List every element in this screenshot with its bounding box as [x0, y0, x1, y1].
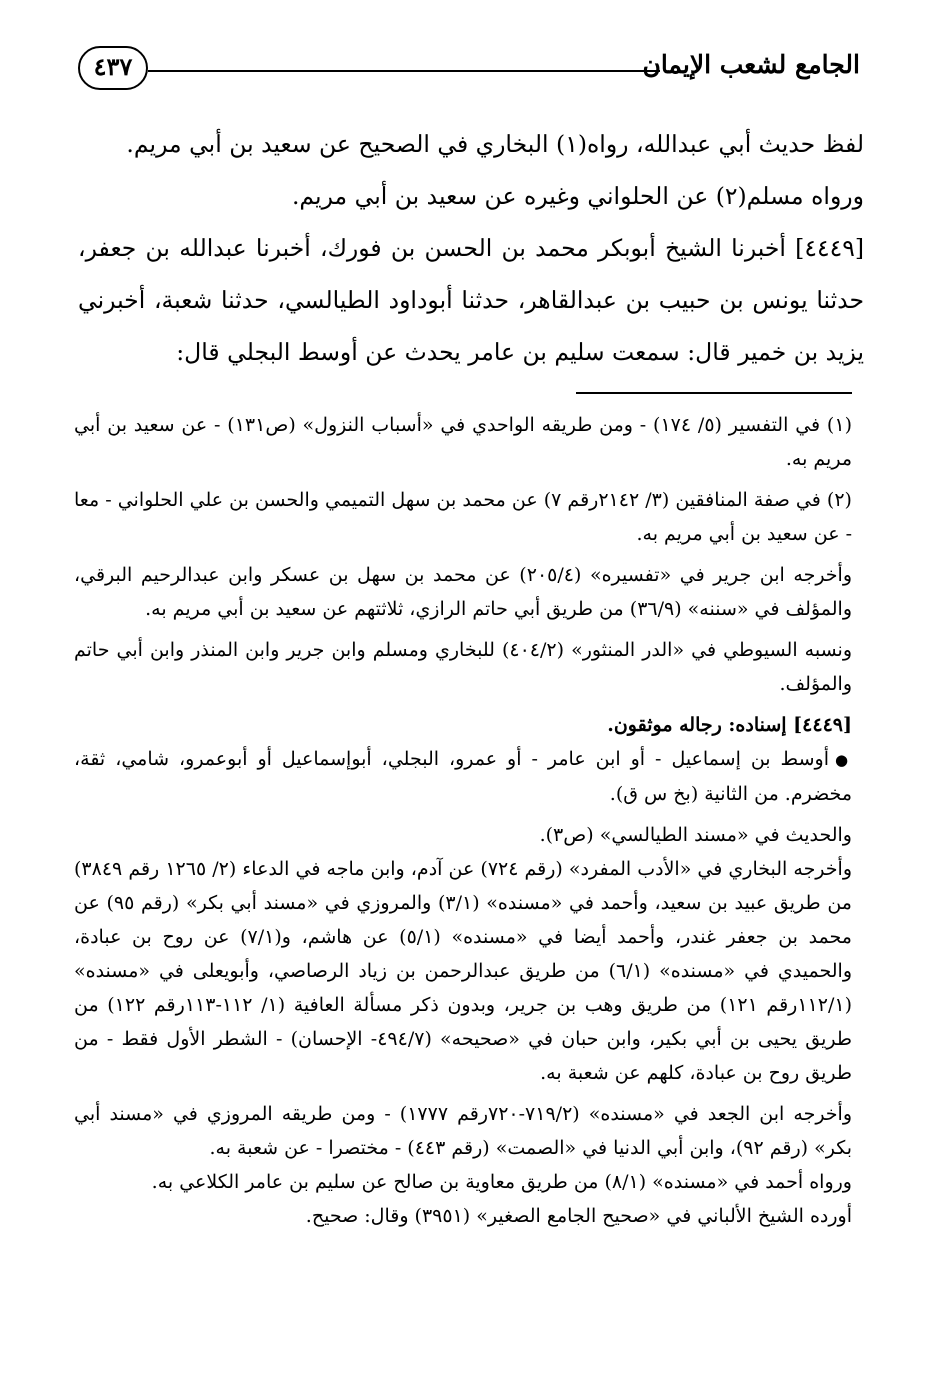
footnote-2: (٢) في صفة المنافقين (٣/ ٢١٤٢رقم ٧) عن محمد بن سهل التميمي والحسن بن علي الحلواني - معا - عن سعيد بن أبي مريم به. — [74, 489, 852, 545]
running-title: الجامع لشعب الإيمان — [642, 50, 860, 79]
footnote-2-suyuti: ونسبه السيوطي في «الدر المنثور» (٤٠٤/٢) للبخاري ومسلم وابن جرير وابن المنذر وابن أبي حاتم والمؤلف. — [74, 639, 852, 695]
main-text — [78, 118, 864, 378]
footnote-4449-bukhari: وأخرجه البخاري في «الأدب المفرد» (رقم ٧٢٤) عن آدم، وابن ماجه في الدعاء (٢/ ١٢٦٥ رقم ٣٨٤٩) من طريق عبيد بن سعيد، وأحمد في «مسنده» (٣/١) والمروزي في «مسند أبي بكر» (رقم ٩٥) عن محمد بن جعفر غندر، وأحمد أيضا في «مسنده» (٥/١) عن هاشم، و(٧/١) عن روح بن عبادة، والحميدي في «مسنده» (٦/١) من طريق عبدالرحمن بن زياد الرصاصي، وأبويعلى في «مسنده» (١١٢/١رقم ١٢١) من طريق وهب بن جرير، وبدون ذكر مسألة العافية (١/ ١١٢-١١٣رقم ١٢٢) من طريق يحيى بن أبي بكير، وابن حبان في «صحيحه» (٤٩٤/٧- الإحسان) - الشطر الأول فقط - من طريق روح بن عبادة، كلهم عن شعبة به. — [74, 858, 852, 1084]
footnote-4449-tayalisi: والحديث في «مسند الطيالسي» (ص٣). — [539, 824, 852, 846]
footnote-4449-title: [٤٤٤٩] إسناده: رجاله موثقون. — [607, 714, 852, 736]
bullet-icon: ● — [834, 751, 852, 769]
footnote-2-tafsir: وأخرجه ابن جرير في «تفسيره» (٢٠٥/٤) عن محمد بن سهل بن عسكر وابن عبدالرحيم البرقي، والمؤلف في «سننه» (٣٦/٩) من طريق أبي حاتم الرازي، ثلاثتهم عن سعيد بن أبي مريم به. — [74, 564, 853, 620]
page-header — [0, 0, 948, 110]
footnote-4449-ahmad: ورواه أحمد في «مسنده» (٨/١) من طريق معاوية بن صالح عن سليم بن عامر الكلاعي به. — [151, 1171, 852, 1193]
main-line: ورواه مسلم(٢) عن الحلواني وغيره عن سعيد بن أبي مريم. — [291, 182, 864, 210]
narrator-text: أوسط بن إسماعيل - أو ابن عامر - أو عمرو، البجلي، أبوإسماعيل أو أبوعمرو، شامي، ثقة، مخضرم. من الثانية (بخ س ق). — [74, 748, 852, 805]
hadith-4449: [٤٤٤٩] أخبرنا الشيخ أبوبكر محمد بن الحسن بن فورك، أخبرنا عبدالله بن جعفر، حدثنا يونس بن حبيب بن عبدالقاهر، حدثنا أبوداود الطيالسي، حدثنا شعبة، أخبرني يزيد بن خمير قال: سمعت سليم بن عامر يحدث عن أوسط البجلي قال: — [78, 234, 864, 366]
footnote-4449-ibn-aljaad: وأخرجه ابن الجعد في «مسنده» (٧١٩/٢-٧٢٠رقم ١٧٧٧) - ومن طريقه المروزي في «مسند أبي بكر» (رقم ٩٢)، وابن أبي الدنيا في «الصمت» (رقم ٤٤٣) - مختصرا - عن شعبة به. — [74, 1103, 852, 1159]
footnote-separator — [576, 392, 852, 394]
footnote-4449-albani: أورده الشيخ الألباني في «صحيح الجامع الصغير» (٣٩٥١) وقال: صحيح. — [305, 1205, 852, 1227]
footnote-1: (١) في التفسير (٥/ ١٧٤) - ومن طريقه الواحدي في «أسباب النزول» (ص١٣١) - عن سعيد بن أبي مريم به. — [74, 414, 852, 470]
main-line: لفظ حديث أبي عبدالله، رواه(١) البخاري في الصحيح عن سعيد بن أبي مريم. — [126, 130, 864, 158]
page-number: ٤٣٧ — [78, 46, 148, 90]
footnote-4449-narrator — [74, 742, 852, 811]
header-rule — [148, 70, 660, 72]
footnotes — [74, 408, 852, 1233]
